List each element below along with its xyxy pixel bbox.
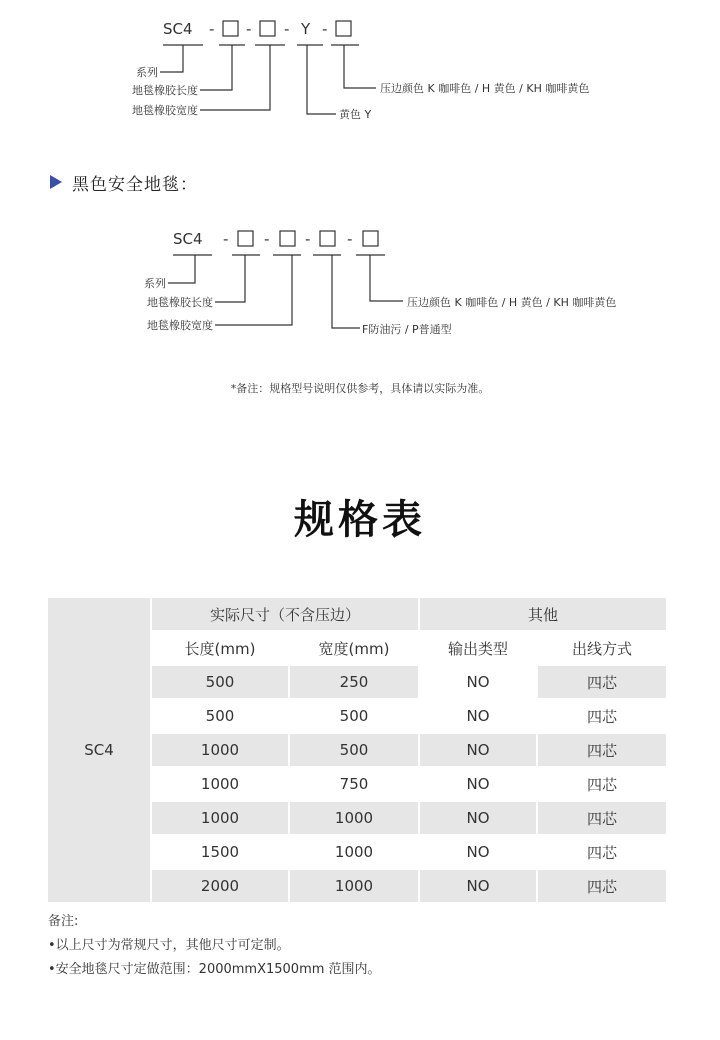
cell-length: 1000 — [152, 734, 290, 768]
group-header-other: 其他 — [420, 598, 668, 632]
cell-width: 500 — [290, 734, 420, 768]
column-header: 长度(mm) — [152, 632, 290, 666]
cell-length: 1000 — [152, 768, 290, 802]
column-header: 出线方式 — [538, 632, 668, 666]
cell-output: NO — [420, 836, 538, 870]
code-prefix: SC4 — [163, 20, 193, 38]
label-edge-color: 压边颜色 K 咖啡色 / H 黄色 / KH 咖啡黄色 — [380, 82, 590, 95]
triangle-bullet-icon — [50, 175, 62, 189]
cell-output: NO — [420, 870, 538, 904]
bottom-notes — [48, 910, 381, 982]
code-separator: - — [264, 230, 270, 248]
label-type: F防油污 / P普通型 — [362, 323, 452, 336]
model-cell: SC4 — [48, 598, 152, 904]
note-item: •安全地毯尺寸定做范围：2000mmX1500mm 范围内。 — [48, 962, 381, 977]
code-separator: - — [223, 230, 229, 248]
cell-length: 1000 — [152, 802, 290, 836]
spec-table-title: 规格表 — [294, 497, 426, 543]
cell-output: NO — [420, 666, 538, 700]
code-separator: - — [322, 20, 328, 38]
code-prefix: SC4 — [173, 230, 203, 248]
cell-length: 1500 — [152, 836, 290, 870]
label-yellow: 黄色 Y — [339, 108, 372, 121]
label-length: 地毯橡胶长度 — [147, 296, 213, 309]
cell-length: 500 — [152, 666, 290, 700]
label-length: 地毯橡胶长度 — [132, 84, 198, 97]
spec-table — [48, 598, 668, 904]
cell-width: 750 — [290, 768, 420, 802]
label-edge-color: 压边颜色 K 咖啡色 / H 黄色 / KH 咖啡黄色 — [407, 296, 617, 309]
code-separator: - — [347, 230, 353, 248]
section-heading-text: 黑色安全地毯： — [72, 174, 198, 195]
cell-length: 2000 — [152, 870, 290, 904]
code-yellow-letter: Y — [301, 20, 311, 38]
column-header: 输出类型 — [420, 632, 538, 666]
cell-wiring: 四芯 — [538, 734, 668, 768]
cell-width: 250 — [290, 666, 420, 700]
cell-output: NO — [420, 700, 538, 734]
code-separator: - — [284, 20, 290, 38]
model-code-diagram-2 — [0, 220, 720, 340]
code-separator: - — [209, 20, 215, 38]
code-separator: - — [246, 20, 252, 38]
label-width: 地毯橡胶宽度 — [147, 319, 213, 332]
cell-width: 1000 — [290, 802, 420, 836]
label-series: 系列 — [136, 66, 158, 79]
note-item: •以上尺寸为常规尺寸，其他尺寸可定制。 — [48, 938, 290, 953]
cell-length: 500 — [152, 700, 290, 734]
cell-wiring: 四芯 — [538, 836, 668, 870]
cell-output: NO — [420, 734, 538, 768]
cell-width: 1000 — [290, 870, 420, 904]
cell-wiring: 四芯 — [538, 666, 668, 700]
section-heading — [50, 168, 198, 196]
cell-output: NO — [420, 768, 538, 802]
label-width: 地毯橡胶宽度 — [132, 104, 198, 117]
diagram-note: *备注：规格型号说明仅供参考，具体请以实际为准。 — [230, 382, 490, 395]
cell-wiring: 四芯 — [538, 870, 668, 904]
label-series: 系列 — [144, 277, 166, 290]
cell-wiring: 四芯 — [538, 802, 668, 836]
column-header: 宽度(mm) — [290, 632, 420, 666]
code-separator: - — [305, 230, 311, 248]
notes-title: 备注: — [48, 914, 79, 929]
cell-width: 1000 — [290, 836, 420, 870]
cell-width: 500 — [290, 700, 420, 734]
cell-wiring: 四芯 — [538, 768, 668, 802]
cell-output: NO — [420, 802, 538, 836]
group-header-size: 实际尺寸（不含压边） — [152, 598, 420, 632]
cell-wiring: 四芯 — [538, 700, 668, 734]
